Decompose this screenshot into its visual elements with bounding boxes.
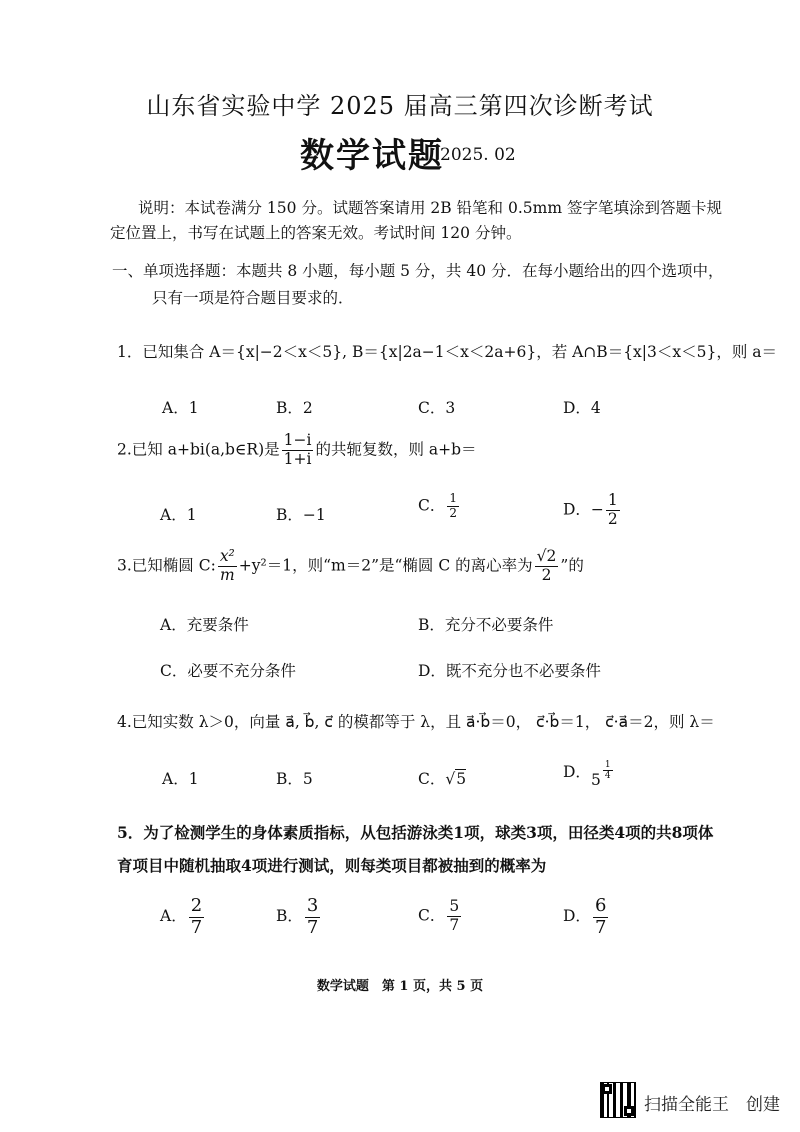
q5-option-d (563, 896, 610, 938)
q3-ellipse-numerator: x² (219, 547, 235, 565)
q2-option-d-label: D．− (563, 500, 604, 519)
q5-option-b-fraction (305, 896, 320, 938)
q3-eccentricity-fraction (535, 548, 559, 585)
q3-stem-prefix: 3.已知椭圆 C: (117, 556, 216, 575)
q4-option-d-exponent-denominator: 4 (604, 771, 611, 782)
q2-option-c (418, 492, 461, 521)
q3-stem-middle: +y²＝1，则“m＝2”是“椭圆 C 的离心率为 (238, 556, 533, 575)
q5-option-b-label: B． (276, 907, 303, 926)
q4-option-d (563, 760, 615, 789)
q3-eccentricity-numerator: √2 (536, 547, 557, 565)
exam-date: 2025. 02 (440, 145, 516, 165)
q2-option-c-numerator: 1 (449, 491, 458, 505)
q5-option-a-numerator: 2 (190, 895, 203, 916)
q2-stem-prefix: 2.已知 a+bi(a,b∈R)是 (117, 440, 280, 459)
q3-stem-suffix: ”的 (560, 556, 584, 575)
qr-code-icon (600, 1082, 636, 1118)
q1-option-b: B．2 (276, 399, 313, 417)
q3-option-b: B．充分不必要条件 (418, 616, 554, 634)
q4-option-d-exponent (603, 760, 613, 782)
q4-option-d-label: D． (563, 763, 591, 781)
q4-option-c (418, 767, 466, 789)
q2-fraction (282, 432, 314, 469)
q5-option-b-numerator: 3 (306, 895, 319, 916)
q4-option-c-sqrt: √5 (445, 770, 467, 788)
q4-option-c-label: C． (418, 770, 446, 788)
page-footer: 数学试题 第 1 页，共 5 页 (316, 979, 484, 994)
q5-option-a-label: A． (160, 907, 187, 926)
q5-option-d-fraction (593, 896, 608, 938)
q5-option-a (160, 896, 206, 938)
q3-option-c: C．必要不充分条件 (160, 662, 296, 680)
q2-fraction-numerator: 1−i (283, 431, 312, 449)
exam-title: 山东省实验中学 2025 届高三第四次诊断考试 (146, 92, 654, 120)
q1-option-c: C．3 (418, 399, 456, 417)
watermark-text: 扫描全能王 创建 (644, 1095, 780, 1115)
q2-option-d-denominator: 2 (607, 509, 618, 528)
q2-fraction-denominator: 1+i (283, 449, 312, 468)
q2-option-a: A．1 (160, 506, 197, 524)
q4-stem: 4.已知实数 λ＞0，向量 a⃗, b⃗, c⃗ 的模都等于 λ，且 a⃗·b⃗＝0， c⃗·b⃗＝1， c⃗·a⃗＝2，则 λ＝ (117, 713, 715, 731)
q3-stem (117, 548, 584, 585)
instructions-line-1: 说明：本试卷满分 150 分。试题答案请用 2B 铅笔和 0.5mm 签字笔填涂到答题卡规 (138, 199, 722, 217)
q4-option-d-base: 5 (590, 771, 601, 789)
q3-eccentricity-denominator: 2 (541, 565, 552, 584)
q5-option-d-label: D． (563, 907, 591, 926)
section-heading-line-2: 只有一项是符合题目要求的． (152, 289, 354, 307)
q3-option-a: A．充要条件 (160, 616, 249, 634)
q4-option-a: A．1 (162, 770, 199, 788)
q3-option-d: D．既不充分也不必要条件 (418, 662, 601, 680)
q2-option-d-fraction (606, 492, 620, 529)
q2-option-c-fraction (447, 492, 459, 521)
q5-option-c-numerator: 5 (449, 897, 460, 915)
q5-option-d-denominator: 7 (594, 916, 607, 938)
q5-stem-line-1: 5．为了检测学生的身体素质指标，从包括游泳类1项，球类3项，田径类4项的共8项体 (117, 823, 714, 842)
q5-option-c-denominator: 7 (449, 915, 460, 934)
q4-option-b: B．5 (276, 770, 313, 788)
q5-option-c (418, 898, 463, 935)
q5-option-c-label: C． (418, 906, 446, 925)
q2-stem-suffix: 的共轭复数，则 a+b＝ (315, 440, 477, 459)
q5-option-b (276, 896, 322, 938)
q3-ellipse-denominator: m (219, 565, 235, 584)
subject-title: 数学试题 (300, 136, 444, 176)
q5-option-d-numerator: 6 (594, 895, 607, 916)
q2-option-b: B．−1 (276, 506, 326, 524)
scanner-watermark (600, 1082, 790, 1122)
q2-option-d (563, 492, 622, 529)
q1-stem: 1．已知集合 A＝{x|−2＜x＜5}, B＝{x|2a−1＜x＜2a+6}，若 A∩B＝{x|3＜x＜5}，则 a＝ (117, 343, 778, 361)
q5-option-a-denominator: 7 (190, 916, 203, 938)
q2-option-c-label: C． (418, 496, 446, 515)
q2-option-c-denominator: 2 (449, 505, 458, 520)
q5-option-a-fraction (189, 896, 204, 938)
q5-option-b-denominator: 7 (306, 916, 319, 938)
q3-ellipse-fraction (218, 548, 237, 585)
q4-option-d-exponent-numerator: 1 (604, 760, 611, 770)
q5-option-c-fraction (447, 898, 461, 935)
q5-stem-line-2: 育项目中随机抽取4项进行测试，则每类项目都被抽到的概率为 (117, 856, 547, 875)
instructions-line-2: 定位置上，书写在试题上的答案无效。考试时间 120 分钟。 (110, 224, 522, 242)
q1-option-d: D．4 (563, 399, 601, 417)
q2-stem (117, 432, 477, 469)
q1-option-a: A．1 (162, 399, 199, 417)
q2-option-d-numerator: 1 (607, 491, 618, 509)
q4-option-c-radicand: 5 (456, 770, 467, 788)
section-heading-line-1: 一、单项选择题：本题共 8 小题，每小题 5 分，共 40 分．在每小题给出的四个选项中， (112, 262, 724, 280)
